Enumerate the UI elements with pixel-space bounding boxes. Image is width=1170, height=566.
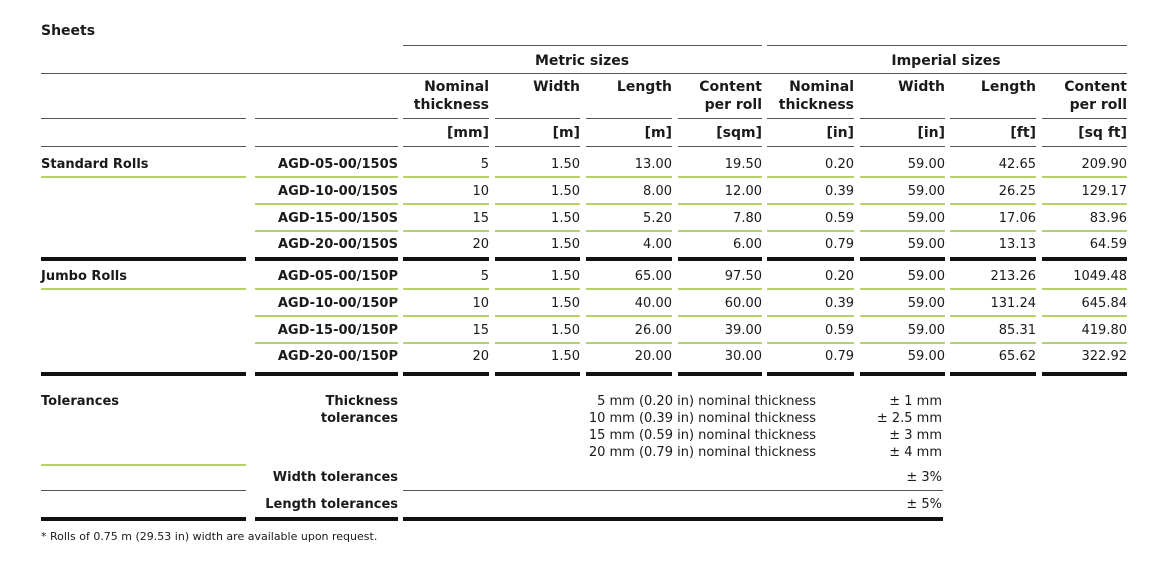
thickness-tolerance-value: ± 2.5 mm [876,411,942,426]
row-rule [586,176,672,178]
tolerances-end-rule [255,517,398,521]
tolerances-end-rule [403,517,943,521]
length-tolerance-value: ± 5% [906,497,942,512]
product-code: AGD-20-00/150S [278,237,398,252]
table-cell: 8.00 [643,184,672,199]
row-rule [41,176,246,178]
row-rule [586,230,672,232]
section-end-rule [255,372,398,376]
table-cell: 42.65 [998,157,1036,172]
table-cell: 15 [472,323,489,338]
row-rule [495,203,580,205]
column-header-unit: [sq ft] [1078,125,1127,141]
thickness-tolerance-value: ± 3 mm [889,428,942,443]
table-cell: 209.90 [1081,157,1127,172]
table-cell: 59.00 [907,184,945,199]
section-end-rule [586,257,672,261]
row-rule [255,342,398,344]
row-rule [860,176,945,178]
column-header-line2: thickness [778,97,854,113]
column-header-unit: [m] [644,125,672,141]
unit-row-top-rule [403,118,489,119]
table-cell: 59.00 [907,157,945,172]
table-cell: 129.17 [1081,184,1127,199]
section-end-rule [767,372,854,376]
header-bottom-rule [767,146,854,147]
table-cell: 213.26 [990,269,1036,284]
row-rule [255,203,398,205]
table-cell: 59.00 [907,296,945,311]
column-header-line1: Content [699,79,762,95]
row-rule [1042,315,1127,317]
row-rule [678,315,762,317]
unit-row-top-rule [767,118,854,119]
header-bottom-rule [41,146,246,147]
section-end-rule [950,372,1036,376]
table-cell: 13.13 [998,237,1036,252]
section-end-rule [403,257,489,261]
section-end-rule [678,372,762,376]
length-tolerances-label: Length tolerances [265,497,398,512]
table-cell: 322.92 [1081,349,1127,364]
imperial-group-top-rule [767,45,1127,46]
product-code: AGD-10-00/150S [278,184,398,199]
column-header-unit: [mm] [447,125,489,141]
section-end-rule [1042,257,1127,261]
table-cell: 645.84 [1081,296,1127,311]
unit-row-top-rule [860,118,945,119]
table-cell: 65.62 [998,349,1036,364]
row-rule [255,288,398,290]
table-cell: 1.50 [551,323,580,338]
unit-row-top-rule [255,118,398,119]
product-code: AGD-20-00/150P [277,349,398,364]
row-rule [41,288,246,290]
thickness-tolerance-desc: 10 mm (0.39 in) nominal thickness [588,411,816,426]
table-cell: 26.25 [998,184,1036,199]
product-code: AGD-05-00/150P [277,269,398,284]
table-cell: 19.50 [724,157,762,172]
table-cell: 59.00 [907,349,945,364]
row-rule [1042,288,1127,290]
column-header-line2: per roll [1069,97,1127,113]
table-cell: 10 [472,184,489,199]
section-end-rule [495,372,580,376]
row-rule [767,176,854,178]
row-rule [1042,230,1127,232]
row-rule [586,203,672,205]
section-end-rule [860,257,945,261]
table-cell: 1.50 [551,296,580,311]
section-end-rule [678,257,762,261]
row-rule [860,230,945,232]
section-end-rule [403,372,489,376]
table-cell: 1.50 [551,269,580,284]
column-header-unit: [in] [826,125,854,141]
row-rule [495,230,580,232]
table-cell: 0.79 [825,349,854,364]
column-header-unit: [sqm] [716,125,762,141]
row-rule [403,203,489,205]
section-end-rule [495,257,580,261]
row-rule [950,315,1036,317]
thickness-tolerance-value: ± 4 mm [889,445,942,460]
width-tolerance-value: ± 3% [906,470,942,485]
table-cell: 40.00 [634,296,672,311]
group-header-rule [41,73,1127,74]
table-cell: 5 [480,157,489,172]
column-header-line1: Content [1064,79,1127,95]
row-rule [403,288,489,290]
table-cell: 7.80 [733,211,762,226]
row-rule [495,176,580,178]
table-cell: 4.00 [643,237,672,252]
row-rule [950,203,1036,205]
table-cell: 0.59 [825,323,854,338]
table-cell: 6.00 [733,237,762,252]
table-cell: 59.00 [907,237,945,252]
table-cell: 13.00 [634,157,672,172]
tolerances-label: Tolerances [41,394,120,409]
table-cell: 15 [472,211,489,226]
column-header-line1: Nominal [424,79,489,95]
section-label: Standard Rolls [41,157,149,172]
row-rule [950,288,1036,290]
row-rule [678,203,762,205]
thickness-tolerance-desc: 20 mm (0.79 in) nominal thickness [588,445,816,460]
header-bottom-rule [495,146,580,147]
table-cell: 26.00 [634,323,672,338]
table-cell: 20 [472,237,489,252]
table-cell: 59.00 [907,323,945,338]
row-rule [586,315,672,317]
unit-row-top-rule [1042,118,1127,119]
row-rule [495,342,580,344]
row-rule [678,342,762,344]
header-bottom-rule [586,146,672,147]
row-rule [255,230,398,232]
table-cell: 20.00 [634,349,672,364]
row-rule [767,230,854,232]
table-cell: 64.59 [1089,237,1127,252]
unit-row-top-rule [678,118,762,119]
row-rule [403,230,489,232]
row-rule [950,342,1036,344]
table-cell: 59.00 [907,211,945,226]
table-cell: 1049.48 [1073,269,1127,284]
tolerances-end-rule [41,517,246,521]
thickness-tolerances-label: tolerances [320,411,398,426]
table-cell: 12.00 [724,184,762,199]
column-header-line1: Nominal [789,79,854,95]
column-header-line2: per roll [704,97,762,113]
product-code: AGD-05-00/150S [278,157,398,172]
table-cell: 60.00 [724,296,762,311]
header-bottom-rule [403,146,489,147]
product-code: AGD-15-00/150P [277,323,398,338]
column-header-unit: [in] [917,125,945,141]
row-rule [678,230,762,232]
section-end-rule [860,372,945,376]
table-cell: 30.00 [724,349,762,364]
row-rule [678,176,762,178]
table-cell: 1.50 [551,157,580,172]
section-end-rule [41,372,246,376]
table-cell: 65.00 [634,269,672,284]
table-cell: 419.80 [1081,323,1127,338]
section-end-rule [41,257,246,261]
table-cell: 5.20 [643,211,672,226]
footnote: * Rolls of 0.75 m (29.53 in) width are available upon request. [41,530,378,543]
row-rule [860,203,945,205]
group-header-metric: Metric sizes [534,53,630,69]
section-end-rule [767,257,854,261]
column-header-line1: Width [898,79,945,95]
thickness-tolerance-value: ± 1 mm [889,394,942,409]
row-rule [950,230,1036,232]
table-cell: 97.50 [724,269,762,284]
table-cell: 10 [472,296,489,311]
table-cell: 0.20 [825,157,854,172]
table-cell: 1.50 [551,184,580,199]
unit-row-top-rule [41,118,246,119]
group-header-imperial: Imperial sizes [891,53,1001,69]
thickness-tolerances-label: Thickness [325,394,398,409]
table-cell: 131.24 [990,296,1036,311]
product-code: AGD-10-00/150P [277,296,398,311]
table-cell: 0.79 [825,237,854,252]
section-label: Jumbo Rolls [41,269,127,284]
row-rule [767,342,854,344]
row-rule [767,315,854,317]
row-rule [1042,176,1127,178]
header-bottom-rule [1042,146,1127,147]
page-title: Sheets [41,23,96,39]
table-cell: 1.50 [551,211,580,226]
table-cell: 0.39 [825,296,854,311]
row-rule [586,342,672,344]
column-header-unit: [ft] [1010,125,1036,141]
tolerance-rule [41,464,246,466]
table-cell: 5 [480,269,489,284]
table-cell: 1.50 [551,349,580,364]
unit-row-top-rule [586,118,672,119]
row-rule [860,288,945,290]
thickness-tolerance-desc: 15 mm (0.59 in) nominal thickness [588,428,816,443]
row-rule [767,288,854,290]
column-header-line1: Length [616,79,672,95]
row-rule [586,288,672,290]
section-end-rule [586,372,672,376]
row-rule [495,315,580,317]
row-rule [1042,203,1127,205]
section-end-rule [255,257,398,261]
metric-group-top-rule [403,45,762,46]
table-cell: 1.50 [551,237,580,252]
table-cell: 39.00 [724,323,762,338]
width-tolerances-label: Width tolerances [272,470,398,485]
header-bottom-rule [860,146,945,147]
product-code: AGD-15-00/150S [278,211,398,226]
unit-row-top-rule [495,118,580,119]
column-header-line1: Length [980,79,1036,95]
section-end-rule [950,257,1036,261]
column-header-line1: Width [533,79,580,95]
table-cell: 85.31 [998,323,1036,338]
row-rule [767,203,854,205]
row-rule [255,176,398,178]
table-cell: 0.59 [825,211,854,226]
table-cell: 20 [472,349,489,364]
row-rule [860,315,945,317]
table-cell: 59.00 [907,269,945,284]
row-rule [255,315,398,317]
row-rule [678,288,762,290]
unit-row-top-rule [950,118,1036,119]
section-end-rule [1042,372,1127,376]
table-cell: 83.96 [1089,211,1127,226]
header-bottom-rule [255,146,398,147]
table-cell: 0.20 [825,269,854,284]
row-rule [860,342,945,344]
header-bottom-rule [950,146,1036,147]
row-rule [403,176,489,178]
row-rule [495,288,580,290]
column-header-unit: [m] [552,125,580,141]
row-rule [403,315,489,317]
table-cell: 17.06 [998,211,1036,226]
row-rule [950,176,1036,178]
tolerance-rule [41,490,246,491]
column-header-line2: thickness [413,97,489,113]
row-rule [1042,342,1127,344]
row-rule [403,342,489,344]
tolerance-rule [403,490,943,491]
table-cell: 0.39 [825,184,854,199]
header-bottom-rule [678,146,762,147]
thickness-tolerance-desc: 5 mm (0.20 in) nominal thickness [597,394,816,409]
